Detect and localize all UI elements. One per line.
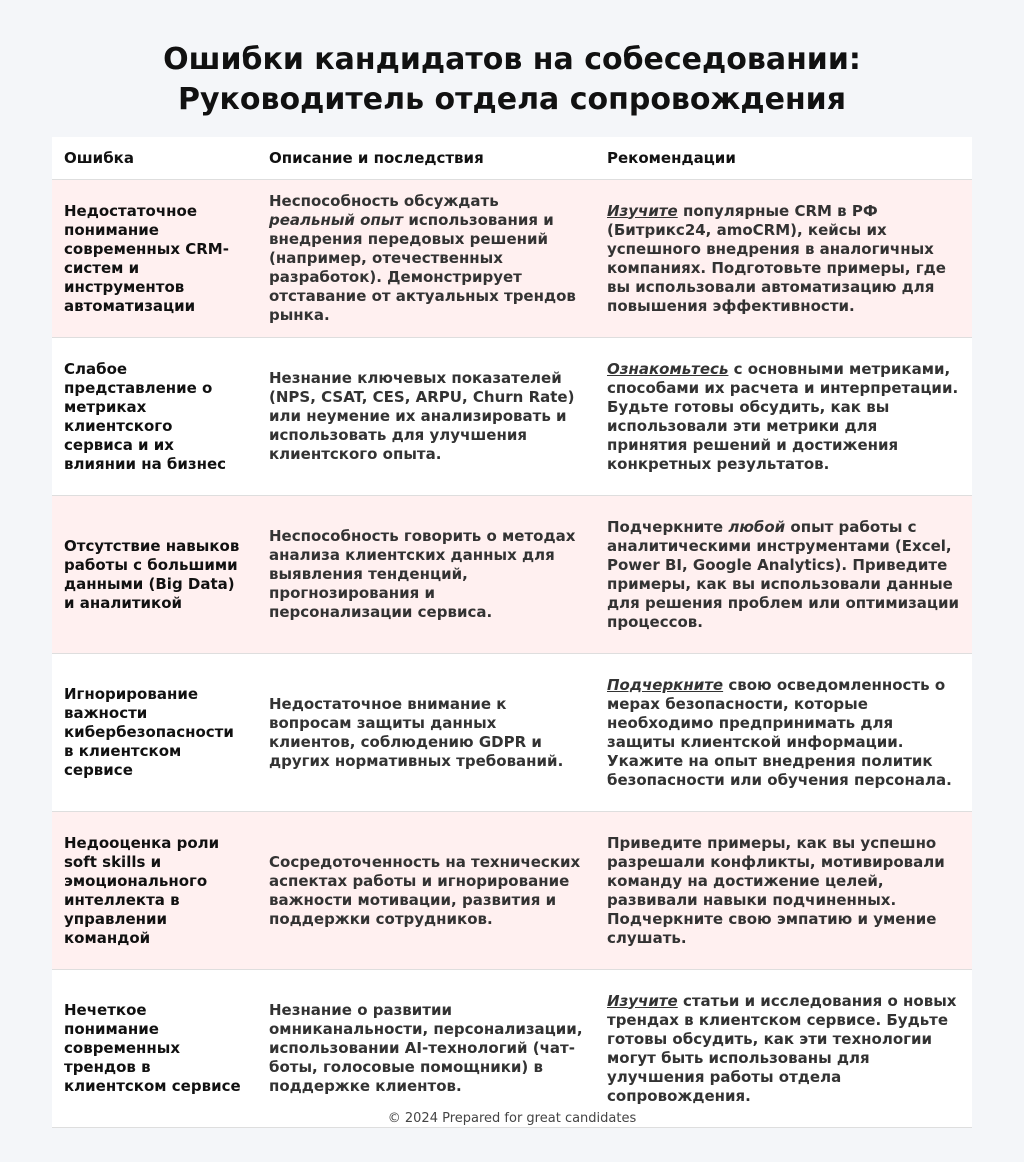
recommendation-text: опыт работы с аналитическими инструментами (Excel, Power BI, Google Analytics). Приведите примеры, как вы использовали данные для решения проблем или оптимизации процессов. [607,517,960,631]
column-header-description: Описание и последствия [269,148,484,167]
description-cell: Незнание о развитии омниканальности, персонализации, использовании AI-технологий (чат-боты, голосовые помощники) в поддержке клиентов. [269,1001,583,1095]
recommendation-text: с основными метриками, способами их расчета и интерпретации. Будьте готовы обсудить, как вы использовали эти метрики для принятия решений и достижения конкретных результатов. [607,359,959,473]
description-text: использования и внедрения передовых решений (например, отечественных разработок). Демонстрирует отставание от актуальных трендов рынка. [269,211,576,324]
recommendation-cell [595,202,972,316]
description-cell: Неспособность говорить о методах анализа клиентских данных для выявления тенденций, прогнозирования и персонализации сервиса. [269,527,576,621]
column-header-error: Ошибка [64,148,134,167]
recommendation-text: Подчеркните [607,517,729,536]
column-header-recommendations: Рекомендации [607,148,736,167]
error-cell: Игнорирование важности кибербезопасности в клиентском сервисе [64,685,234,779]
recommendation-cell: Приведите примеры, как вы успешно разрешали конфликты, мотивировали команду на достижение целей, развивали навыки подчиненных. Подчеркните свою эмпатию и умение слушать. [607,833,945,947]
recommendation-cell [595,992,972,1106]
recommendation-emphasis: Подчеркните [607,675,724,694]
recommendation-emphasis: Изучите [607,991,678,1010]
mistakes-table [52,137,972,1128]
error-cell: Отсутствие навыков работы с большими данными (Big Data) и аналитикой [64,536,240,612]
footer-copyright: © 2024 Prepared for great candidates [387,1111,637,1126]
page-title-line-1: Ошибки кандидатов на собеседовании: [163,42,861,77]
description-cell: Незнание ключевых показателей (NPS, CSAT, CES, ARPU, Churn Rate) или неумение их анализировать и использовать для улучшения клиентского опыта. [269,369,575,463]
error-cell: Недостаточное понимание современных CRM-систем и инструментов автоматизации [64,201,229,315]
description-cell [257,192,595,325]
recommendation-emphasis: Изучите [607,201,678,220]
description-cell: Сосредоточенность на технических аспектах работы и игнорирование важности мотивации, развития и поддержки сотрудников. [269,852,581,928]
description-cell: Недостаточное внимание к вопросам защиты данных клиентов, соблюдению GDPR и других нормативных требований. [269,694,564,770]
recommendation-cell [595,676,972,790]
recommendation-text: свою осведомленность о мерах безопасности, которые необходимо предпринимать для защиты клиентской информации. Укажите на опыт внедрения политик безопасности или обучения персонала. [607,675,952,789]
table-row [52,812,972,970]
error-cell: Слабое представление о метриках клиентского сервиса и их влиянии на бизнес [64,359,227,473]
table-row [52,970,972,1128]
recommendation-text: статьи и исследования о новых трендах в клиентском сервисе. Будьте готовы обсудить, как эти технологии могут быть использованы для улучшения работы отдела сопровождения. [607,991,957,1105]
recommendation-text: популярные CRM в РФ (Битрикс24, amoCRM), кейсы их успешного внедрения в аналогичных компаниях. Подготовьте примеры, где вы использовали автоматизацию для повышения эффективности. [607,201,946,315]
table-row [52,338,972,496]
recommendation-cell [595,360,972,474]
table-header-row [52,137,972,180]
description-text: Неспособность обсуждать [269,192,499,210]
error-cell: Нечеткое понимание современных трендов в клиентском сервисе [64,1001,241,1095]
page-title [0,40,1024,120]
recommendation-cell [595,518,972,632]
recommendation-emphasis: любой [728,517,786,536]
error-cell: Недооценка роли soft skills и эмоционального интеллекта в управлении командой [64,833,220,947]
description-emphasis: реальный опыт [269,211,404,229]
recommendation-emphasis: Ознакомьтесь [607,359,729,378]
page-title-line-2: Руководитель отдела сопровождения [178,82,846,117]
table-row [52,496,972,654]
table-row [52,180,972,338]
table-row [52,654,972,812]
